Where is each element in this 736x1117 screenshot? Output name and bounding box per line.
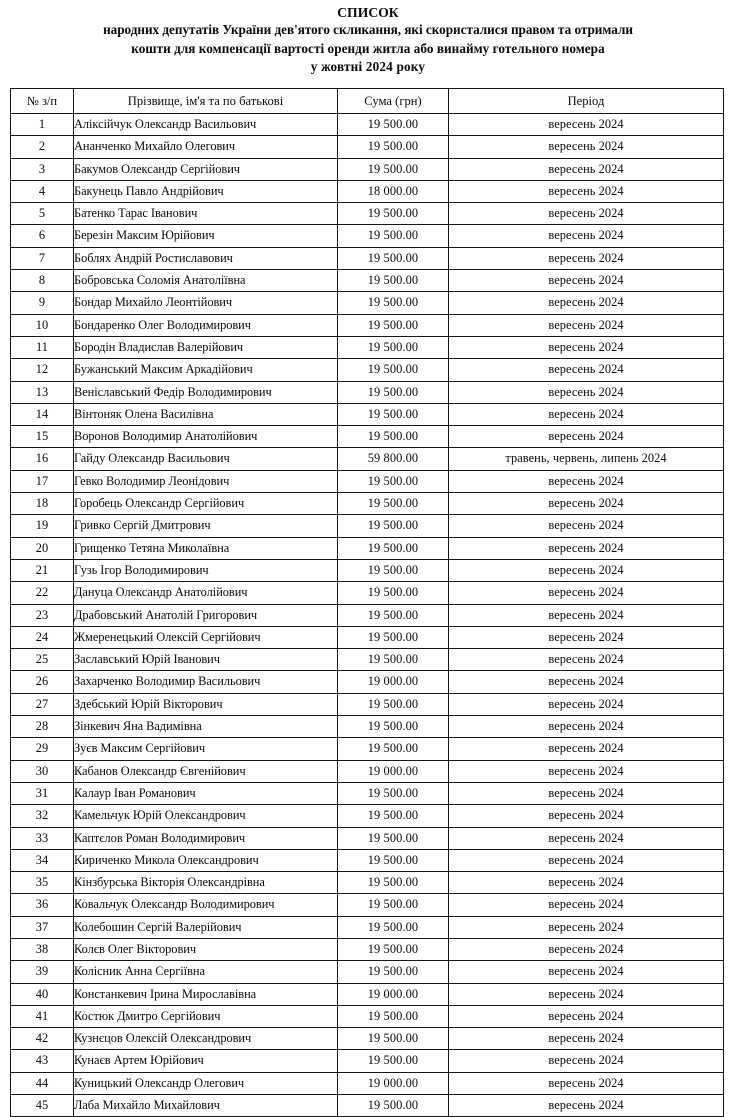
table-row: [11, 426, 724, 448]
compensation-period: вересень 2024: [449, 426, 724, 448]
compensation-amount: 19 000.00: [338, 1072, 449, 1094]
compensation-amount: 19 500.00: [338, 849, 449, 871]
row-number: 32: [11, 805, 74, 827]
deputy-name: Костюк Дмитро Сергійович: [74, 1005, 338, 1027]
deputy-name: Батенко Тарас Іванович: [74, 203, 338, 225]
table-row: [11, 894, 724, 916]
compensation-period: вересень 2024: [449, 559, 724, 581]
table-row: [11, 983, 724, 1005]
row-number: 29: [11, 738, 74, 760]
deputy-name: Горобець Олександр Сергійович: [74, 493, 338, 515]
table-row: [11, 403, 724, 425]
document-subtitle: [0, 21, 736, 77]
row-number: 15: [11, 426, 74, 448]
table-row: [11, 916, 724, 938]
table-body: [11, 114, 724, 1117]
row-number: 35: [11, 872, 74, 894]
row-number: 10: [11, 314, 74, 336]
row-number: 41: [11, 1005, 74, 1027]
compensation-amount: 19 500.00: [338, 426, 449, 448]
compensation-period: вересень 2024: [449, 782, 724, 804]
table-row: [11, 1028, 724, 1050]
compensation-amount: 19 500.00: [338, 114, 449, 136]
compensation-period: вересень 2024: [449, 336, 724, 358]
compensation-period: вересень 2024: [449, 180, 724, 202]
compensation-period: вересень 2024: [449, 247, 724, 269]
deputy-name: Бобровська Соломія Анатоліївна: [74, 270, 338, 292]
row-number: 38: [11, 938, 74, 960]
table-row: [11, 515, 724, 537]
deputy-name: Боблях Андрій Ростиславович: [74, 247, 338, 269]
row-number: 45: [11, 1095, 74, 1117]
compensation-period: вересень 2024: [449, 403, 724, 425]
deputy-name: Гевко Володимир Леонідович: [74, 470, 338, 492]
table-row: [11, 582, 724, 604]
deputy-name: Бондаренко Олег Володимирович: [74, 314, 338, 336]
compensation-amount: 19 500.00: [338, 626, 449, 648]
compensation-period: вересень 2024: [449, 626, 724, 648]
subtitle-line-2: кошти для компенсації вартості оренди житла або винайму готельного номера: [131, 40, 605, 56]
deputy-name: Кінзбурська Вікторія Олександрівна: [74, 872, 338, 894]
table-header: [11, 89, 724, 114]
compensation-period: вересень 2024: [449, 1095, 724, 1117]
table-row: [11, 938, 724, 960]
deputy-name: Бородін Владислав Валерійович: [74, 336, 338, 358]
row-number: 8: [11, 270, 74, 292]
compensation-period: вересень 2024: [449, 716, 724, 738]
compensation-period: вересень 2024: [449, 849, 724, 871]
table-row: [11, 805, 724, 827]
compensation-period: вересень 2024: [449, 604, 724, 626]
compensation-amount: 19 500.00: [338, 359, 449, 381]
table-row: [11, 671, 724, 693]
deputy-name: Грищенко Тетяна Миколаївна: [74, 537, 338, 559]
compensation-period: вересень 2024: [449, 738, 724, 760]
row-number: 25: [11, 649, 74, 671]
table-row: [11, 225, 724, 247]
compensation-period: вересень 2024: [449, 1072, 724, 1094]
row-number: 39: [11, 961, 74, 983]
compensation-amount: 19 500.00: [338, 403, 449, 425]
deputy-name: Бужанський Максим Аркадійович: [74, 359, 338, 381]
table-row: [11, 1095, 724, 1117]
table-row: [11, 872, 724, 894]
compensation-amount: 19 500.00: [338, 1028, 449, 1050]
deputy-name: Гайду Олександр Васильович: [74, 448, 338, 470]
compensation-amount: 19 500.00: [338, 537, 449, 559]
deputy-name: Зуєв Максим Сергійович: [74, 738, 338, 760]
row-number: 16: [11, 448, 74, 470]
deputy-name: Колісник Анна Сергіївна: [74, 961, 338, 983]
row-number: 44: [11, 1072, 74, 1094]
deputy-name: Веніславський Федір Володимирович: [74, 381, 338, 403]
compensation-amount: 19 500.00: [338, 559, 449, 581]
row-number: 26: [11, 671, 74, 693]
row-number: 12: [11, 359, 74, 381]
table-row: [11, 448, 724, 470]
table-row: [11, 180, 724, 202]
compensation-amount: 19 500.00: [338, 894, 449, 916]
deputy-name: Лаба Михайло Михайлович: [74, 1095, 338, 1117]
compensation-amount: 19 500.00: [338, 582, 449, 604]
deputy-name: Аліксійчук Олександр Васильович: [74, 114, 338, 136]
compensation-amount: 19 000.00: [338, 760, 449, 782]
row-number: 33: [11, 827, 74, 849]
compensation-amount: 19 500.00: [338, 782, 449, 804]
table-row: [11, 760, 724, 782]
table-row: [11, 1005, 724, 1027]
table-row: [11, 1072, 724, 1094]
deputy-name: Калаур Іван Романович: [74, 782, 338, 804]
row-number: 18: [11, 493, 74, 515]
compensation-period: вересень 2024: [449, 894, 724, 916]
table-row: [11, 359, 724, 381]
deputy-name: Драбовський Анатолій Григорович: [74, 604, 338, 626]
compensation-period: вересень 2024: [449, 225, 724, 247]
row-number: 36: [11, 894, 74, 916]
row-number: 7: [11, 247, 74, 269]
table-row: [11, 493, 724, 515]
deputy-name: Кабанов Олександр Євгенійович: [74, 760, 338, 782]
row-number: 24: [11, 626, 74, 648]
compensation-period: вересень 2024: [449, 805, 724, 827]
compensation-amount: 19 500.00: [338, 314, 449, 336]
row-number: 9: [11, 292, 74, 314]
compensation-period: вересень 2024: [449, 515, 724, 537]
deputy-name: Камельчук Юрій Олександрович: [74, 805, 338, 827]
deputy-name: Кунаєв Артем Юрійович: [74, 1050, 338, 1072]
compensation-amount: 19 500.00: [338, 515, 449, 537]
compensation-amount: 19 500.00: [338, 604, 449, 626]
compensation-period: вересень 2024: [449, 938, 724, 960]
subtitle-line-1: народних депутатів України дев'ятого скликання, які скористалися правом та отримали: [103, 22, 633, 37]
compensation-period: вересень 2024: [449, 760, 724, 782]
compensation-amount: 18 000.00: [338, 180, 449, 202]
compensation-period: вересень 2024: [449, 136, 724, 158]
deputy-name: Ананченко Михайло Олегович: [74, 136, 338, 158]
deputy-name: Ковальчук Олександр Володимирович: [74, 894, 338, 916]
table-row: [11, 961, 724, 983]
compensation-amount: 19 500.00: [338, 738, 449, 760]
row-number: 13: [11, 381, 74, 403]
compensation-period: вересень 2024: [449, 1028, 724, 1050]
row-number: 5: [11, 203, 74, 225]
column-header-period: Період: [449, 89, 724, 114]
compensation-period: вересень 2024: [449, 359, 724, 381]
compensation-period: вересень 2024: [449, 582, 724, 604]
compensation-amount: 19 500.00: [338, 961, 449, 983]
compensation-period: вересень 2024: [449, 270, 724, 292]
deputy-name: Воронов Володимир Анатолійович: [74, 426, 338, 448]
compensation-period: вересень 2024: [449, 649, 724, 671]
compensation-amount: 19 500.00: [338, 716, 449, 738]
page-title: СПИСОК: [337, 5, 399, 20]
deputies-table-wrapper: [10, 88, 723, 1117]
compensation-amount: 19 500.00: [338, 805, 449, 827]
table-row: [11, 136, 724, 158]
row-number: 23: [11, 604, 74, 626]
table-row: [11, 470, 724, 492]
compensation-amount: 19 500.00: [338, 247, 449, 269]
deputy-name: Здебський Юрій Вікторович: [74, 693, 338, 715]
compensation-amount: 19 500.00: [338, 1005, 449, 1027]
column-header-amount: Сума (грн): [338, 89, 449, 114]
row-number: 19: [11, 515, 74, 537]
compensation-amount: 19 500.00: [338, 872, 449, 894]
deputy-name: Бакумов Олександр Сергійович: [74, 158, 338, 180]
table-row: [11, 537, 724, 559]
table-header-row: [11, 89, 724, 114]
compensation-amount: 19 500.00: [338, 493, 449, 515]
row-number: 42: [11, 1028, 74, 1050]
table-row: [11, 849, 724, 871]
row-number: 40: [11, 983, 74, 1005]
row-number: 43: [11, 1050, 74, 1072]
compensation-period: вересень 2024: [449, 916, 724, 938]
deputy-name: Гривко Сергій Дмитрович: [74, 515, 338, 537]
deputy-name: Березін Максим Юрійович: [74, 225, 338, 247]
compensation-amount: 19 500.00: [338, 693, 449, 715]
compensation-period: вересень 2024: [449, 1050, 724, 1072]
table-row: [11, 559, 724, 581]
table-row: [11, 716, 724, 738]
row-number: 2: [11, 136, 74, 158]
deputy-name: Бакунець Павло Андрійович: [74, 180, 338, 202]
compensation-period: вересень 2024: [449, 470, 724, 492]
compensation-amount: 59 800.00: [338, 448, 449, 470]
deputy-name: Кириченко Микола Олександрович: [74, 849, 338, 871]
compensation-period: вересень 2024: [449, 671, 724, 693]
table-row: [11, 649, 724, 671]
row-number: 30: [11, 760, 74, 782]
column-header-name: Прізвище, ім'я та по батькові: [74, 89, 338, 114]
row-number: 27: [11, 693, 74, 715]
compensation-period: вересень 2024: [449, 872, 724, 894]
compensation-period: вересень 2024: [449, 493, 724, 515]
compensation-amount: 19 500.00: [338, 916, 449, 938]
table-row: [11, 158, 724, 180]
row-number: 22: [11, 582, 74, 604]
deputy-name: Вінтоняк Олена Василівна: [74, 403, 338, 425]
row-number: 3: [11, 158, 74, 180]
compensation-amount: 19 500.00: [338, 381, 449, 403]
row-number: 20: [11, 537, 74, 559]
row-number: 37: [11, 916, 74, 938]
compensation-amount: 19 500.00: [338, 136, 449, 158]
deputy-name: Колєв Олег Вікторович: [74, 938, 338, 960]
compensation-amount: 19 500.00: [338, 1095, 449, 1117]
compensation-period: вересень 2024: [449, 1005, 724, 1027]
deputy-name: Захарченко Володимир Васильович: [74, 671, 338, 693]
compensation-period: вересень 2024: [449, 693, 724, 715]
table-row: [11, 604, 724, 626]
deputy-name: Дануца Олександр Анатолійович: [74, 582, 338, 604]
compensation-period: вересень 2024: [449, 961, 724, 983]
row-number: 11: [11, 336, 74, 358]
deputy-name: Куницький Олександр Олегович: [74, 1072, 338, 1094]
table-row: [11, 381, 724, 403]
subtitle-line-3: у жовтні 2024 року: [310, 59, 426, 74]
compensation-period: вересень 2024: [449, 158, 724, 180]
compensation-period: травень, червень, липень 2024: [449, 448, 724, 470]
deputy-name: Жмеренецький Олексій Сергійович: [74, 626, 338, 648]
compensation-amount: 19 500.00: [338, 336, 449, 358]
compensation-period: вересень 2024: [449, 292, 724, 314]
deputy-name: Каптєлов Роман Володимирович: [74, 827, 338, 849]
row-number: 4: [11, 180, 74, 202]
compensation-amount: 19 500.00: [338, 225, 449, 247]
deputy-name: Гузь Ігор Володимирович: [74, 559, 338, 581]
table-row: [11, 270, 724, 292]
row-number: 1: [11, 114, 74, 136]
row-number: 6: [11, 225, 74, 247]
compensation-amount: 19 500.00: [338, 292, 449, 314]
table-row: [11, 314, 724, 336]
deputy-name: Бондар Михайло Леонтійович: [74, 292, 338, 314]
table-row: [11, 738, 724, 760]
column-header-num: № з/п: [11, 89, 74, 114]
compensation-period: вересень 2024: [449, 114, 724, 136]
compensation-amount: 19 000.00: [338, 671, 449, 693]
row-number: 31: [11, 782, 74, 804]
table-row: [11, 292, 724, 314]
deputy-name: Констанкевич Ірина Мирославівна: [74, 983, 338, 1005]
deputy-name: Заславський Юрій Іванович: [74, 649, 338, 671]
table-row: [11, 114, 724, 136]
compensation-amount: 19 500.00: [338, 203, 449, 225]
compensation-amount: 19 500.00: [338, 270, 449, 292]
compensation-amount: 19 500.00: [338, 470, 449, 492]
deputy-name: Зінкевич Яна Вадимівна: [74, 716, 338, 738]
compensation-amount: 19 500.00: [338, 649, 449, 671]
row-number: 21: [11, 559, 74, 581]
compensation-period: вересень 2024: [449, 203, 724, 225]
compensation-amount: 19 500.00: [338, 1050, 449, 1072]
compensation-amount: 19 500.00: [338, 158, 449, 180]
title-block: [0, 0, 736, 77]
row-number: 14: [11, 403, 74, 425]
table-row: [11, 203, 724, 225]
row-number: 28: [11, 716, 74, 738]
compensation-amount: 19 500.00: [338, 938, 449, 960]
row-number: 17: [11, 470, 74, 492]
table-row: [11, 693, 724, 715]
table-row: [11, 247, 724, 269]
table-row: [11, 626, 724, 648]
compensation-period: вересень 2024: [449, 983, 724, 1005]
compensation-period: вересень 2024: [449, 381, 724, 403]
compensation-amount: 19 500.00: [338, 827, 449, 849]
compensation-period: вересень 2024: [449, 827, 724, 849]
table-row: [11, 782, 724, 804]
row-number: 34: [11, 849, 74, 871]
compensation-period: вересень 2024: [449, 537, 724, 559]
deputy-name: Колебошин Сергій Валерійович: [74, 916, 338, 938]
deputy-name: Кузнєцов Олексій Олександрович: [74, 1028, 338, 1050]
table-row: [11, 1050, 724, 1072]
table-row: [11, 827, 724, 849]
table-row: [11, 336, 724, 358]
compensation-amount: 19 000.00: [338, 983, 449, 1005]
compensation-period: вересень 2024: [449, 314, 724, 336]
deputies-table: [10, 88, 724, 1117]
